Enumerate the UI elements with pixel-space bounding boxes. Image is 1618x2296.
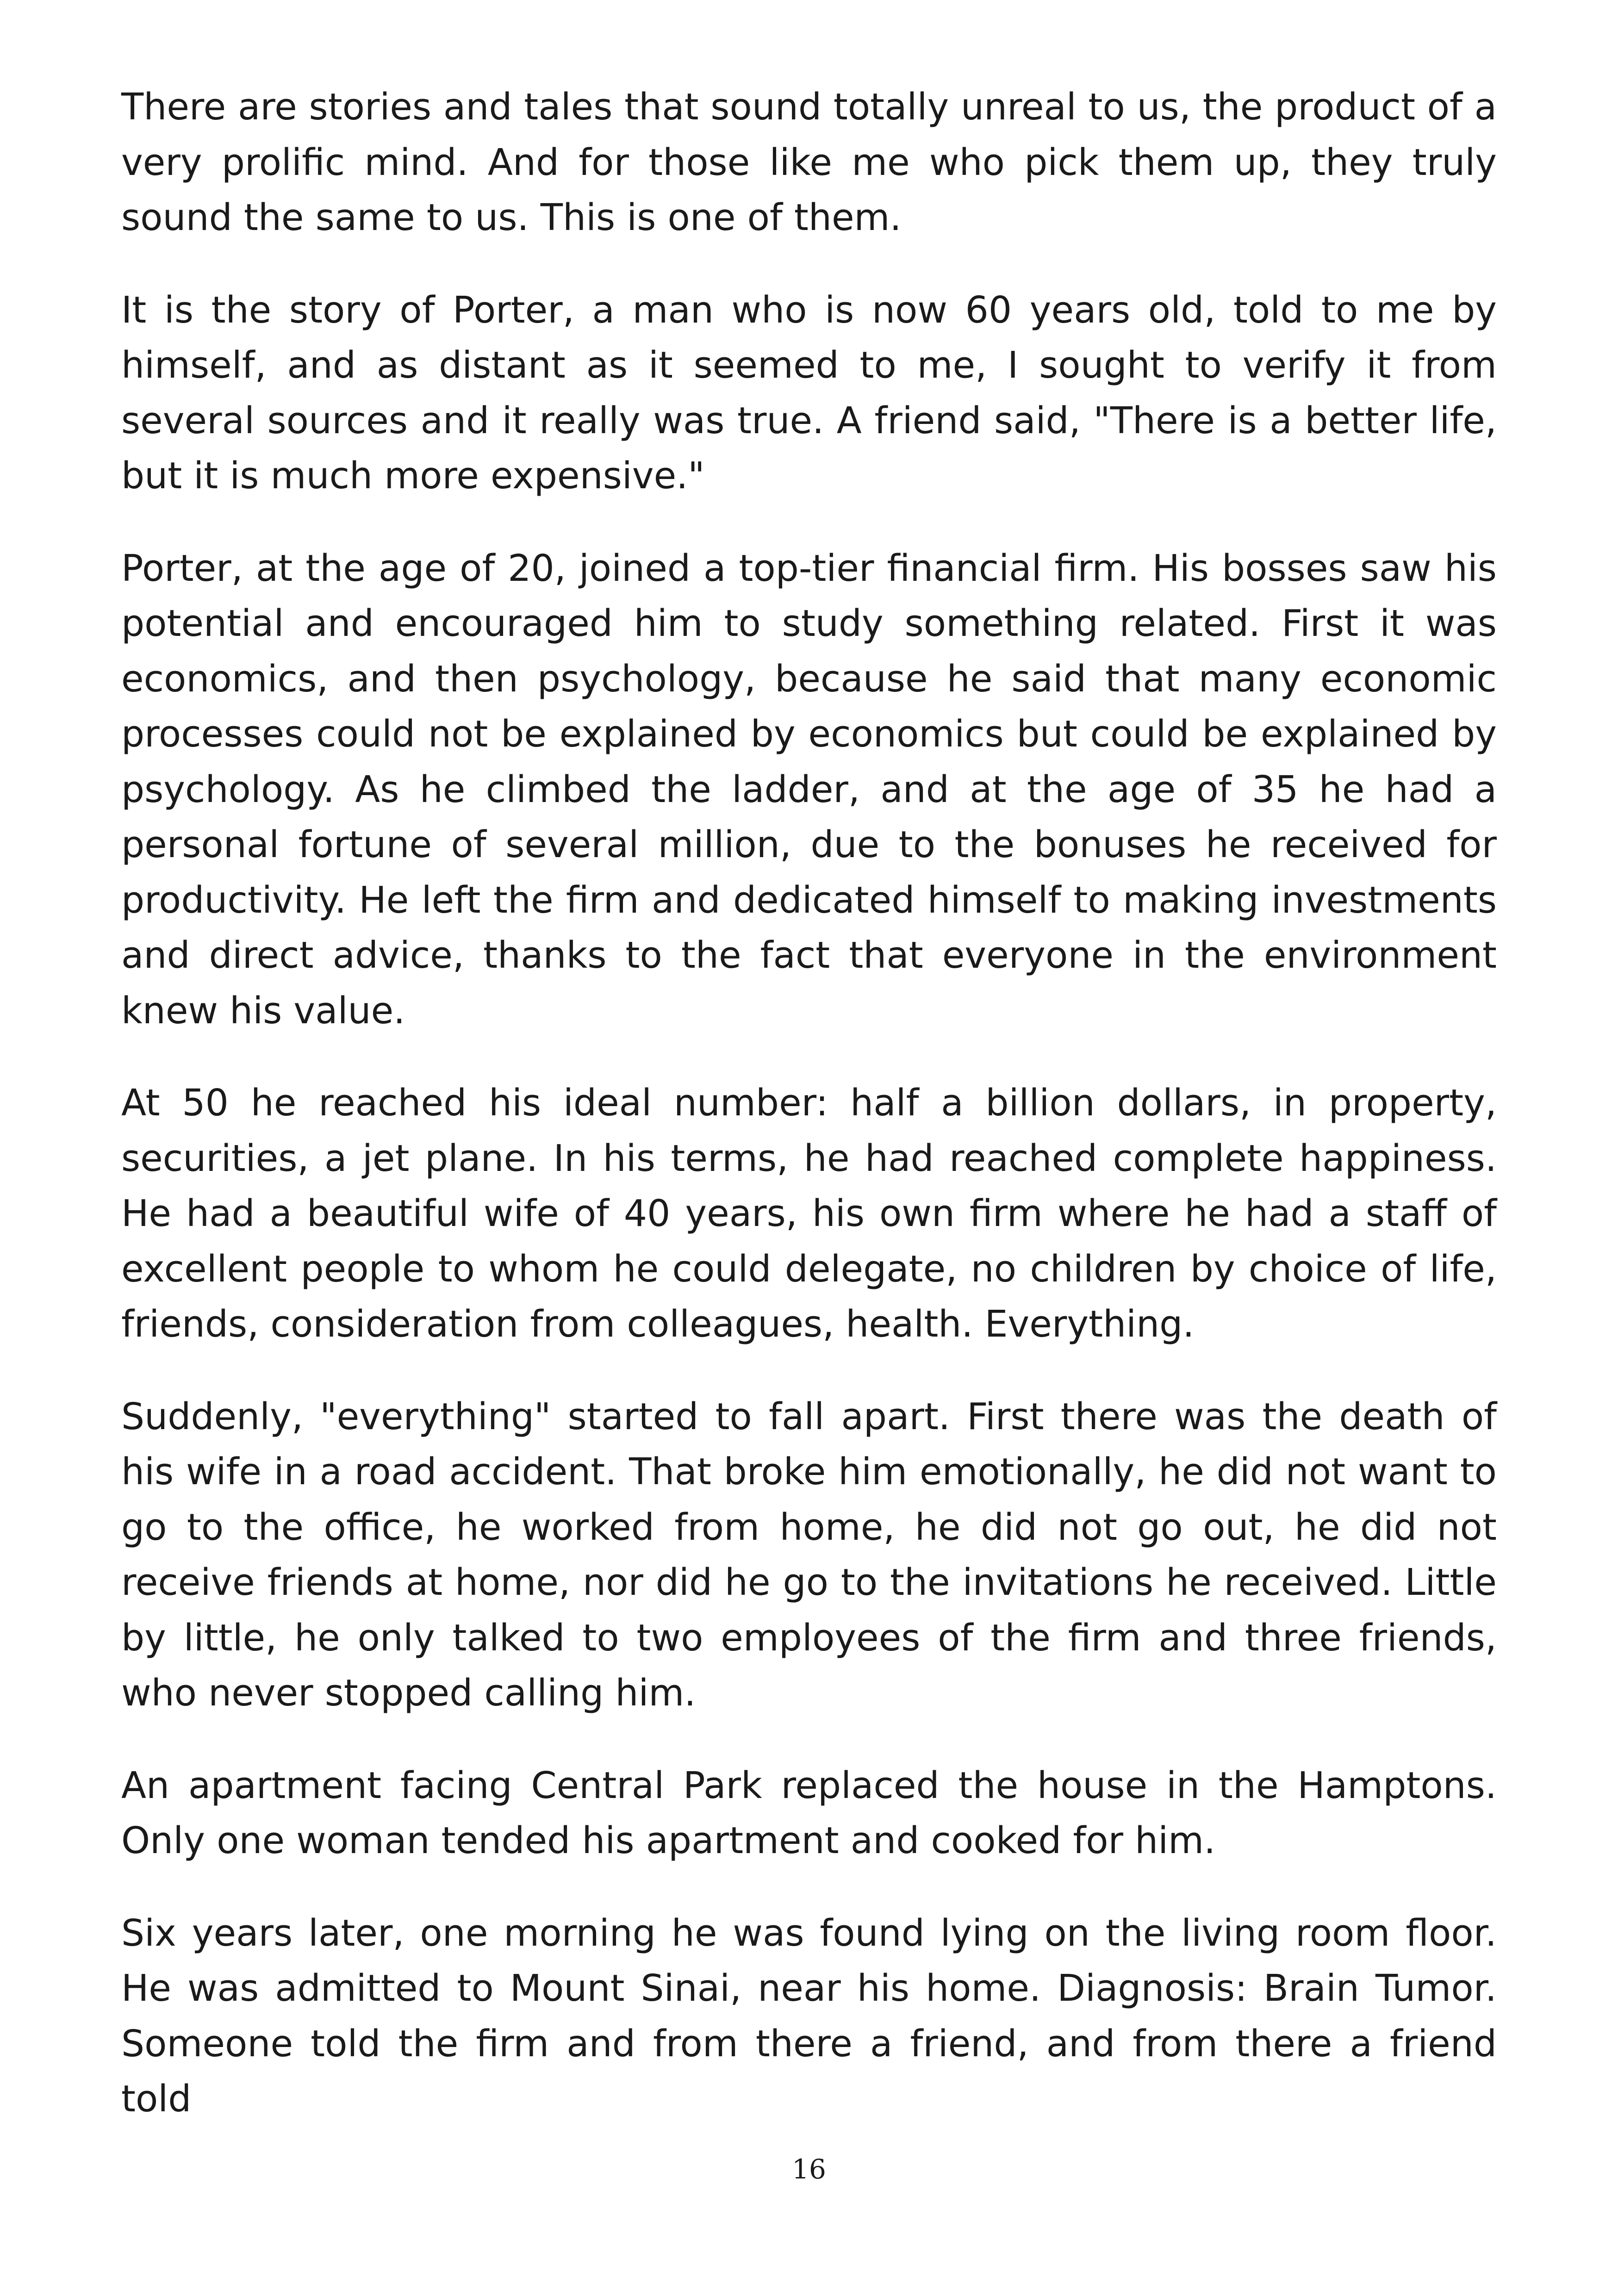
paragraph-7: Six years later, one morning he was found lying on the living room floor. He was admitted to Mount Sinai, near his home. Diagnosis: Brain Tumor. Someone told the firm and from there a friend, and from there a friend told [121, 1911, 1497, 2120]
body-text [121, 80, 1497, 2127]
page-number: 16 [792, 2153, 826, 2185]
paragraph-2: It is the story of Porter, a man who is now 60 years old, told to me by himself, and as distant as it seemed to me, I sought to verify it from several sources and it really was true. A friend said, "There is a better life, but it is much more expensive." [121, 288, 1497, 497]
paragraph-1: There are stories and tales that sound totally unreal to us, the product of a very prolific mind. And for those like me who pick them up, they truly sound the same to us. This is one of them. [121, 86, 1497, 239]
paragraph-5: Suddenly, "everything" started to fall apart. First there was the death of his wife in a road accident. That broke him emotionally, he did not want to go to the office, he worked from home, he did not go out, he did not receive friends at home, nor did he go to the invitations he received. Little by little, he only talked to two employees of the firm and three friends, who never stopped calling him. [121, 1395, 1497, 1714]
paragraph-6: An apartment facing Central Park replaced the house in the Hamptons. Only one woman tended his apartment and cooked for him. [121, 1764, 1497, 1862]
paragraph-4: At 50 he reached his ideal number: half a billion dollars, in property, securities, a jet plane. In his terms, he had reached complete happiness. He had a beautiful wife of 40 years, his own firm where he had a staff of excellent people to whom he could delegate, no children by choice of life, friends, consideration from colleagues, health. Everything. [121, 1082, 1497, 1345]
paragraph-3: Porter, at the age of 20, joined a top-tier financial firm. His bosses saw his potential and encouraged him to study something related. First it was economics, and then psychology, because he said that many economic processes could not be explained by economics but could be explained by psychology. As he climbed the ladder, and at the age of 35 he had a personal fortune of several million, due to the bonuses he received for productivity. He left the firm and dedicated himself to making investments and direct advice, thanks to the fact that everyone in the environment knew his value. [121, 547, 1497, 1032]
